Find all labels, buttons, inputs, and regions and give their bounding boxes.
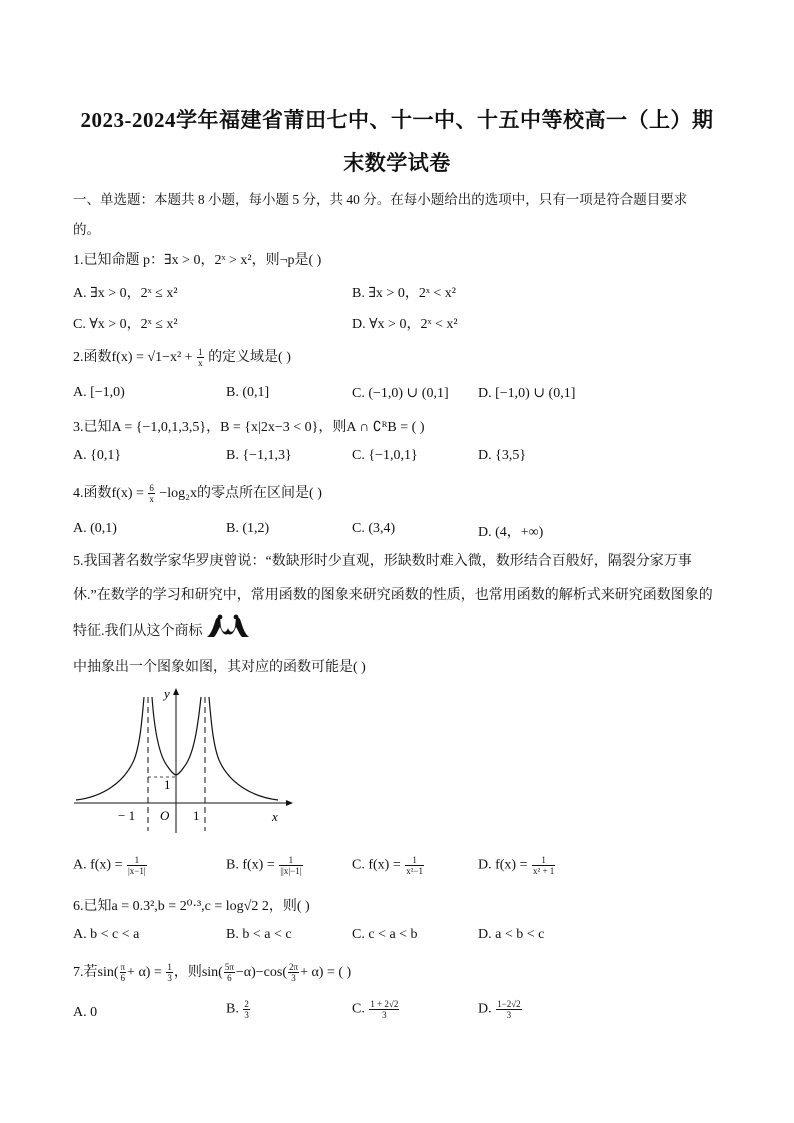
fraction-numerator: 5π <box>224 962 234 973</box>
question-5-line4: 中抽象出一个图象如图，其对应的函数可能是( ) <box>73 660 366 675</box>
fraction-numerator: 1−2√2 <box>497 999 521 1009</box>
question-4-option-a: A. (0,1) <box>73 521 117 536</box>
question-5-option-d <box>478 855 556 876</box>
fraction-denominator: 3 <box>382 1010 387 1020</box>
x-axis-label: x <box>272 809 278 824</box>
fraction-denominator: 3 <box>167 973 172 984</box>
question-1-option-c: C. ∀x > 0，2ˣ ≤ x² <box>73 317 178 332</box>
fraction-denominator: ||x|−1| <box>280 866 302 876</box>
fraction-denominator: 3 <box>506 1010 512 1020</box>
exam-title-line2: 末数学试卷 <box>343 151 451 175</box>
question-6-option-c: C. c < a < b <box>352 927 418 942</box>
question-2-option-d: D. [−1,0) ∪ (0,1] <box>478 386 576 401</box>
question-5-line3: 特征.我们从这个商标 <box>73 624 203 639</box>
question-6-stem: 6.已知a = 0.3²,b = 2⁰·³,c = log√2 2，则( ) <box>73 899 310 914</box>
stem-fraction <box>120 962 127 983</box>
question-3-stem: 3.已知A = {−1,0,1,3,5}，B = {x|2x−3 < 0}，则A ∩ ∁ᴿB = ( ) <box>73 420 425 435</box>
fraction-numerator: 1 + 2√2 <box>370 999 399 1009</box>
function-graph <box>72 685 294 835</box>
question-6-option-a: A. b < c < a <box>73 927 140 942</box>
question-2-stem-pre: 2.函数f(x) = √1−x² + <box>73 350 193 365</box>
question-2-stem-post: 的定义域是( ) <box>208 350 291 365</box>
fraction-denominator: x² + 1 <box>533 866 555 876</box>
question-6-option-d: D. a < b < c <box>478 927 545 942</box>
option-fraction <box>279 855 302 876</box>
fraction-denominator: x²−1 <box>406 866 424 876</box>
option-label: C. <box>352 1001 365 1017</box>
fraction-denominator: x <box>198 358 203 369</box>
question-4-option-c: C. (3,4) <box>352 521 396 536</box>
fraction-numerator: 1 <box>198 347 203 358</box>
stem-part: ，则sin( <box>173 965 223 980</box>
question-5-line2: 休.”在数学的学习和研究中，常用函数的图象来研究函数的性质，也常用函数的解析式来研究函数图象的 <box>73 588 713 603</box>
question-4-fraction <box>148 483 155 504</box>
fraction-numerator: 1 <box>127 855 147 866</box>
question-3-option-a: A. {0,1} <box>73 448 122 463</box>
option-fraction <box>532 855 555 876</box>
question-7-option-b <box>226 999 251 1020</box>
question-2-fraction <box>197 347 204 368</box>
option-label: B. <box>226 1001 239 1017</box>
question-5-line1: 5.我国著名数学家华罗庚曾说：“数缺形时少直观，形缺数时难入微，数形结合百般好，隔裂分家万事 <box>73 554 692 569</box>
stem-part: + α) = <box>127 965 162 980</box>
question-3-option-c: C. {−1,0,1} <box>352 448 418 463</box>
question-2-option-c: C. (−1,0) ∪ (0,1] <box>352 386 449 401</box>
question-4-stem-pre: 4.函数f(x) = <box>73 486 144 501</box>
option-fraction <box>405 855 424 876</box>
stem-part: + α) = ( ) <box>300 965 352 980</box>
question-1-stem: 1.已知命题 p：∃x > 0，2ˣ > x²，则¬p是( ) <box>73 253 322 268</box>
question-6-option-b: B. b < a < c <box>226 927 292 942</box>
fraction-denominator: 6 <box>120 973 126 984</box>
fraction-denominator: 6 <box>227 973 232 984</box>
question-5-option-c <box>352 855 425 876</box>
tick-neg-one-label: − 1 <box>118 808 136 823</box>
section-heading: 一、单选题：本题共 8 小题，每小题 5 分，共 40 分。在每小题给出的选项中，只有一项是符合题目要求 <box>73 192 688 207</box>
question-7-stem <box>73 961 351 983</box>
fraction-denominator: |x−1| <box>128 866 146 876</box>
fraction-numerator: 1 <box>167 962 172 973</box>
fraction-numerator: 2π <box>289 962 299 973</box>
curve-left-outer <box>76 697 144 800</box>
option-label: C. f(x) = <box>352 857 401 873</box>
stem-fraction <box>224 962 235 983</box>
exam-title-line1: 2023-2024学年福建省莆田七中、十一中、十五中等校高一（上）期 <box>80 108 714 132</box>
stem-fraction <box>166 962 173 983</box>
tick-one-y-label: 1 <box>164 777 171 792</box>
fraction-denominator: 3 <box>244 1010 249 1020</box>
question-3-option-b: B. {−1,1,3} <box>226 448 292 463</box>
question-2-stem <box>73 346 291 368</box>
question-1-option-b: B. ∃x > 0，2ˣ < x² <box>352 286 456 301</box>
option-label: B. f(x) = <box>226 857 275 873</box>
option-fraction <box>243 999 250 1020</box>
y-axis-arrow-icon <box>173 688 179 695</box>
fraction-denominator: x <box>149 494 154 505</box>
question-5-option-b <box>226 855 304 876</box>
brand-logo-icon <box>205 614 251 638</box>
question-2-option-a: A. [−1,0) <box>73 385 125 400</box>
stem-part: −α)−cos( <box>235 965 288 980</box>
fraction-numerator: 6 <box>149 483 154 494</box>
x-axis-arrow-icon <box>286 800 293 806</box>
fraction-numerator: 1 <box>279 855 302 866</box>
question-2-option-b: B. (0,1] <box>226 385 270 400</box>
tick-one-x-label: 1 <box>193 808 200 823</box>
question-4-option-b: B. (1,2) <box>226 521 270 536</box>
question-5-option-a <box>73 855 148 876</box>
question-7-option-d <box>478 999 523 1020</box>
option-fraction <box>496 999 522 1020</box>
stem-fraction <box>288 962 299 983</box>
option-label: D. <box>478 1001 492 1017</box>
question-7-option-c <box>352 999 400 1020</box>
option-label: D. f(x) = <box>478 857 528 873</box>
section-heading-cont: 的。 <box>73 222 100 237</box>
stem-part: 7.若sin( <box>73 965 119 980</box>
question-7-option-a: A. 0 <box>73 1005 98 1020</box>
question-1-option-d: D. ∀x > 0，2ˣ < x² <box>352 317 458 332</box>
option-fraction <box>127 855 147 876</box>
y-axis-label: y <box>164 686 170 701</box>
option-fraction <box>369 999 399 1020</box>
fraction-numerator: 1 <box>405 855 424 866</box>
question-3-option-d: D. {3,5} <box>478 448 527 463</box>
fraction-numerator: 1 <box>532 855 555 866</box>
question-4-stem-post: −log₂x的零点所在区间是( ) <box>159 486 322 501</box>
fraction-denominator: 3 <box>291 973 296 984</box>
question-1-option-a: A. ∃x > 0，2ˣ ≤ x² <box>73 286 178 301</box>
fraction-numerator: 2 <box>244 999 249 1009</box>
option-label: A. f(x) = <box>73 857 123 873</box>
curve-right-outer <box>209 697 278 800</box>
origin-label: O <box>160 808 170 823</box>
question-4-option-d: D. (4，+∞) <box>478 525 544 540</box>
fraction-numerator: π <box>120 962 126 973</box>
question-4-stem <box>73 482 322 504</box>
